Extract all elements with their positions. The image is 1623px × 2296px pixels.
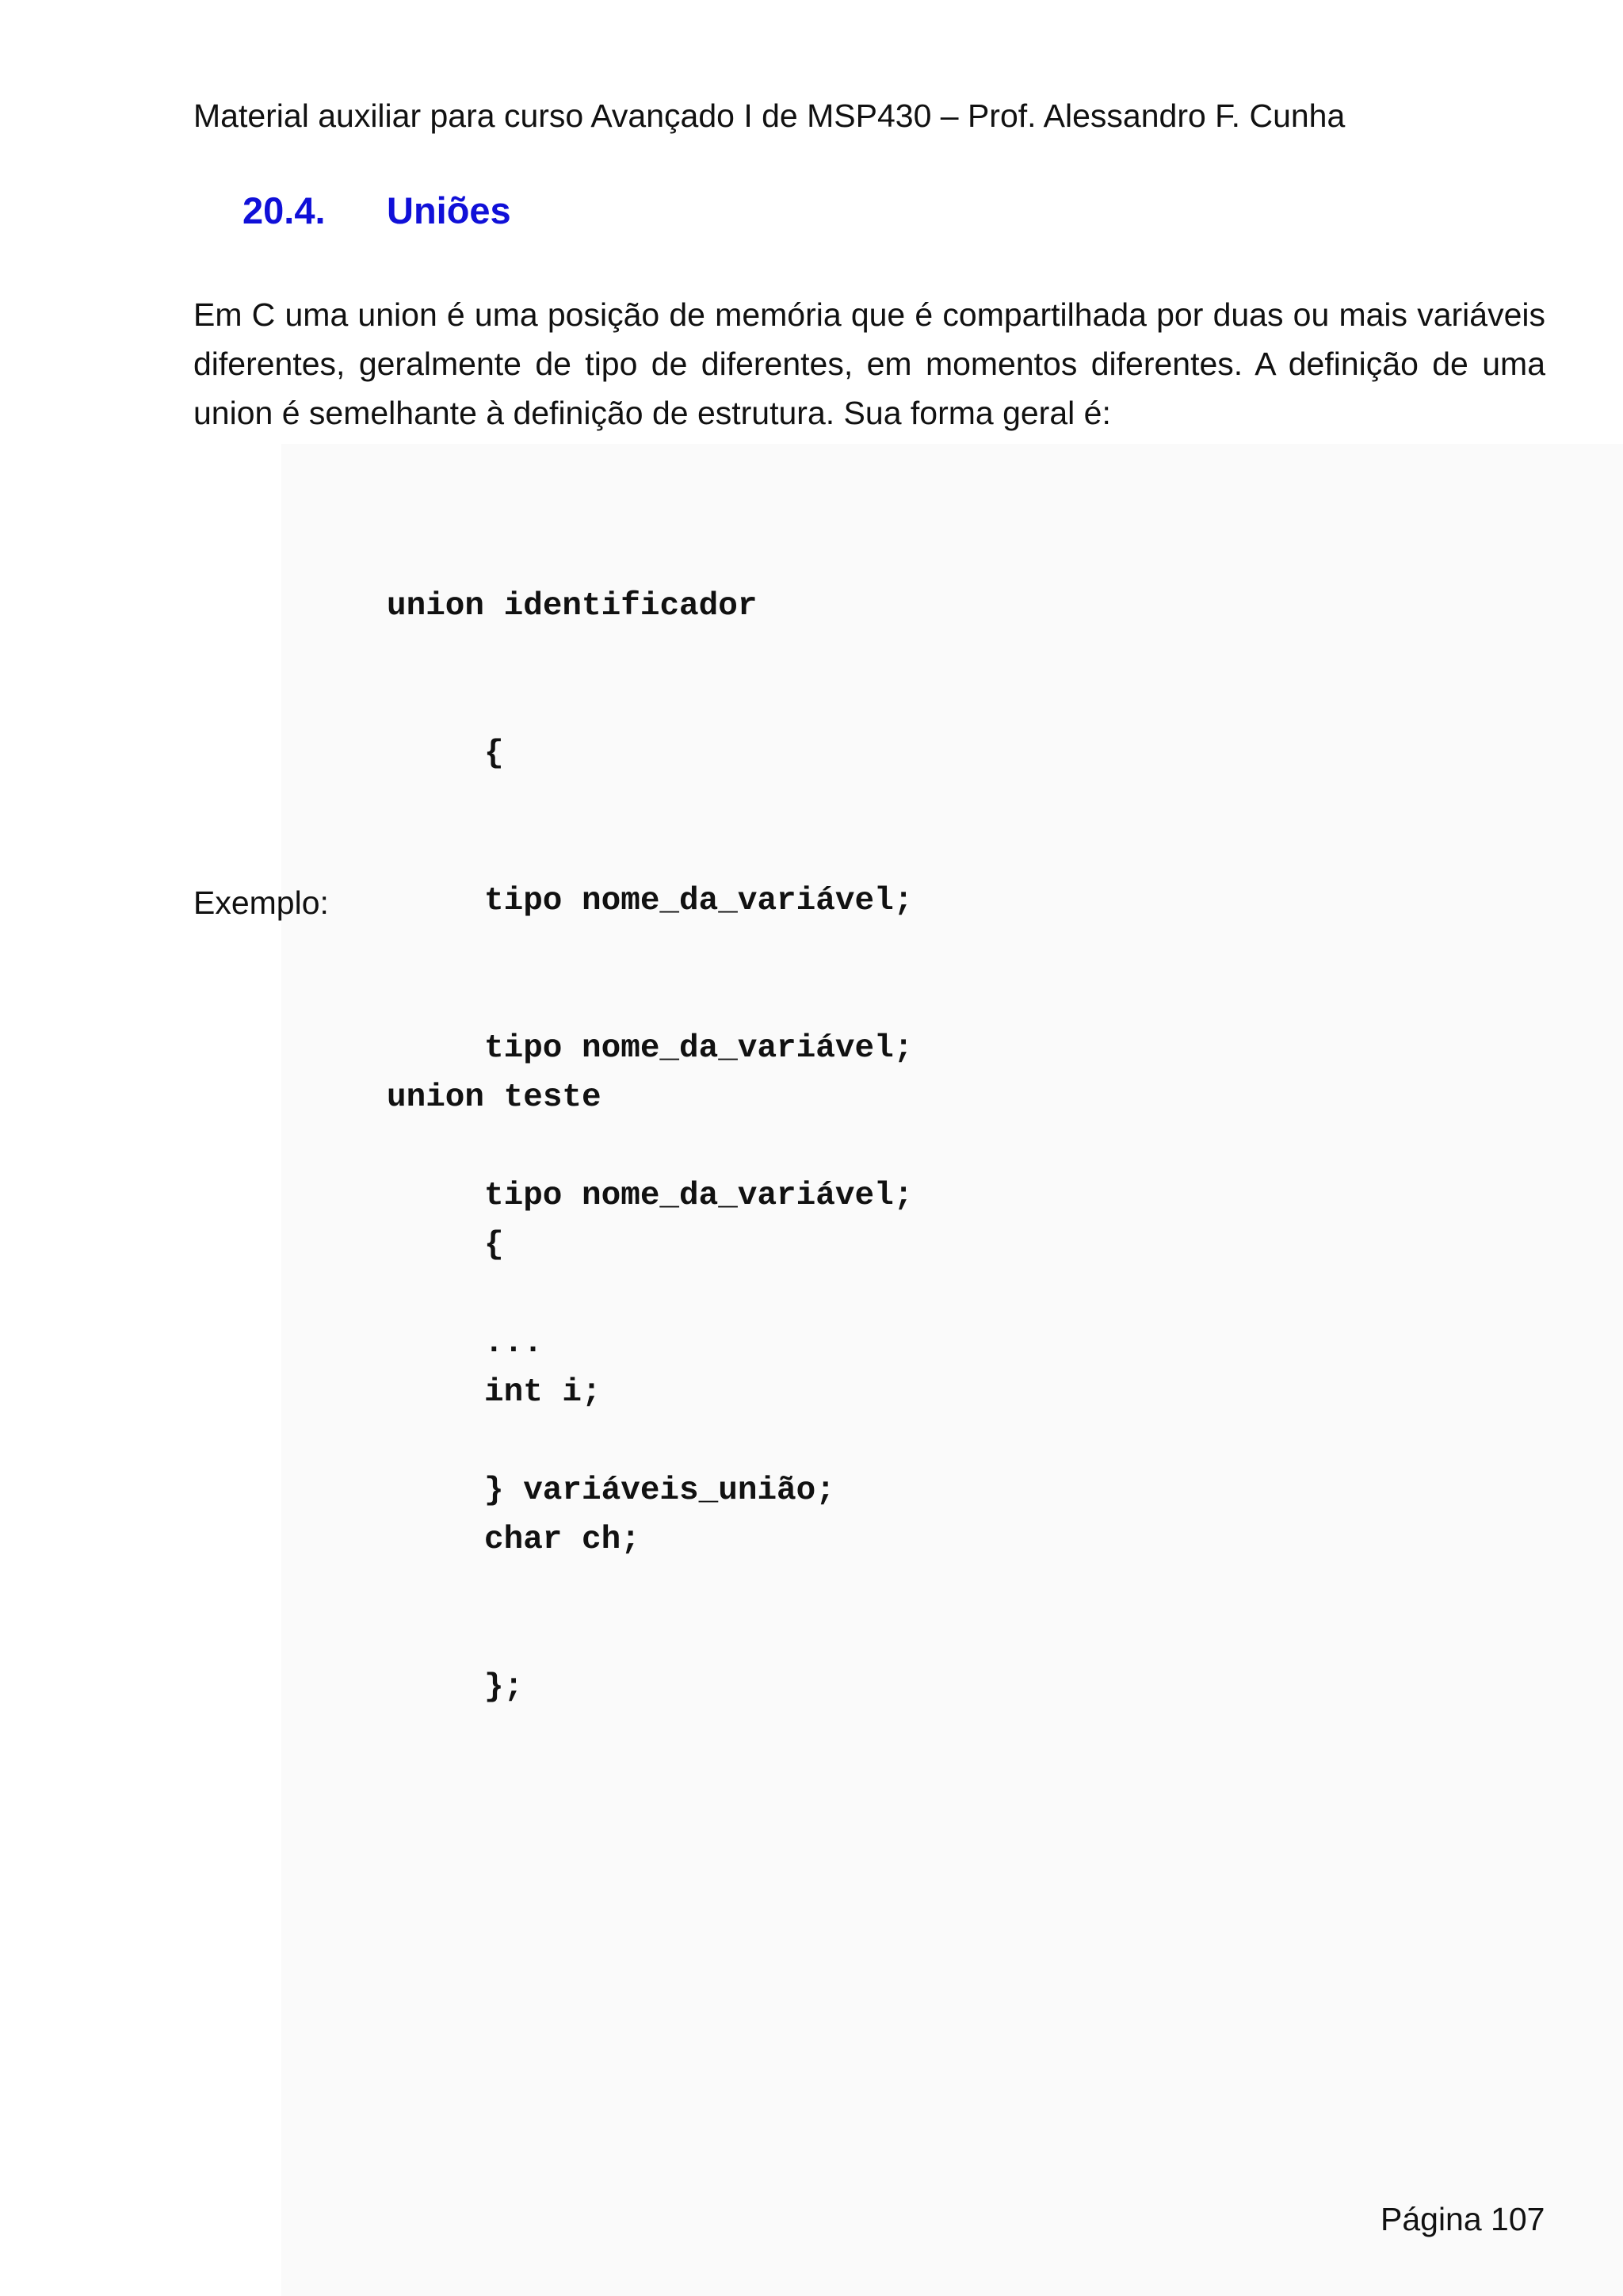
code-line: tipo nome_da_variável;	[484, 1178, 914, 1214]
intro-line: Em C uma union é uma posição de memória que é compartilhada por duas ou mais variáveis	[193, 296, 1545, 333]
code-line: tipo nome_da_variável;	[484, 1030, 914, 1067]
code-line: {	[484, 735, 504, 772]
code-line: int i;	[484, 1374, 601, 1411]
section-title: Uniões	[387, 189, 511, 231]
intro-line: diferentes, geralmente de tipo de diferentes, em momentos diferentes. A definição de uma	[193, 346, 1545, 382]
example-label: Exemplo:	[193, 884, 329, 921]
intro-paragraph	[193, 290, 1545, 437]
code-line: ...	[484, 1325, 543, 1362]
code-line: union identificador	[387, 588, 758, 625]
code-line: char ch;	[484, 1522, 640, 1558]
code-line: } variáveis_união;	[484, 1473, 835, 1509]
section-number: 20.4.	[242, 189, 326, 231]
intro-line: union é semelhante à definição de estrutura. Sua forma geral é:	[193, 395, 1111, 431]
code-line: union teste	[387, 1079, 601, 1116]
example-code-block	[387, 975, 640, 1810]
page-number: Página 107	[1381, 2201, 1545, 2237]
section-heading	[242, 187, 511, 235]
page-header: Material auxiliar para curso Avançado I de MSP430 – Prof. Alessandro F. Cunha	[193, 97, 1346, 134]
code-line: };	[484, 1669, 524, 1706]
code-line: {	[484, 1227, 504, 1263]
code-line: tipo nome_da_variável;	[484, 883, 914, 919]
